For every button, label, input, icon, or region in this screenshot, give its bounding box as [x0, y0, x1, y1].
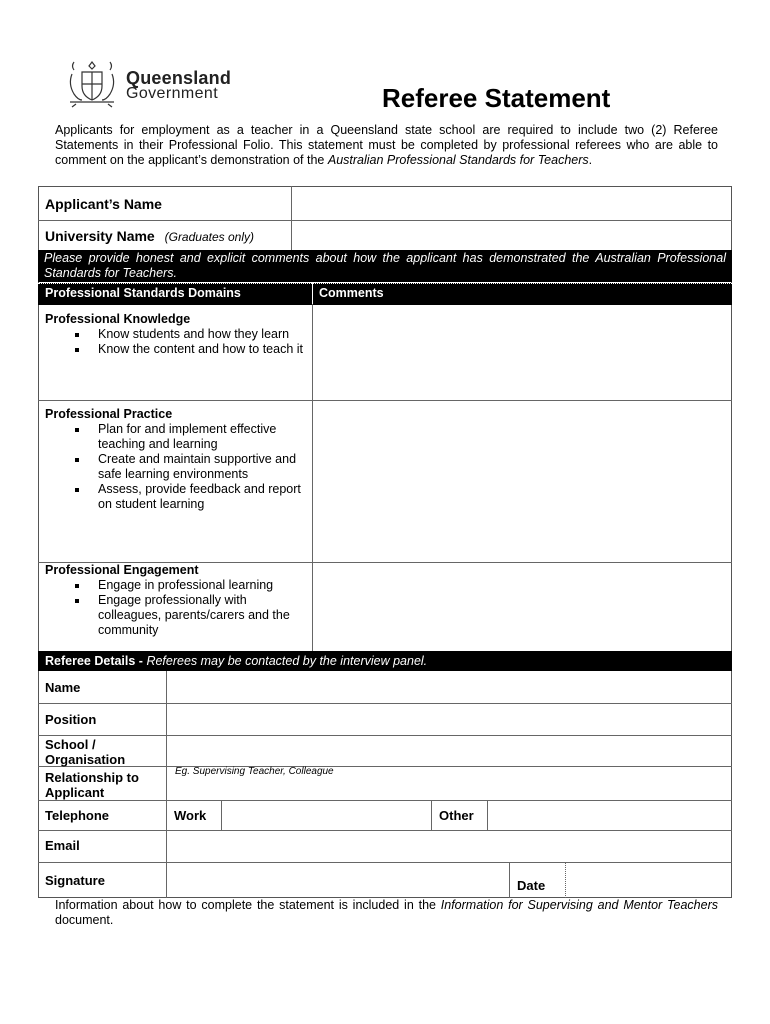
instruction-band: Please provide honest and explicit comments about how the applicant has demonstrated the Australian Professional Standards for Teachers. — [38, 250, 732, 282]
comments-practice-field[interactable] — [313, 401, 731, 562]
logo-text-queensland: Queensland — [126, 68, 232, 88]
university-name-label: University Name (Graduates only) — [45, 228, 254, 244]
relationship-hint: Eg. Supervising Teacher, Colleague — [175, 766, 334, 777]
footer-note: Information about how to complete the statement is included in the Information for Supervising and Mentor Teachers document. — [55, 898, 718, 927]
referee-school-label: School / Organisation — [45, 737, 126, 767]
telephone-other-label: Other — [439, 808, 474, 823]
domain-professional-knowledge: Professional Knowledge Know students and how they learn Know the content and how to teach it — [45, 312, 307, 357]
list-item: Assess, provide feedback and report on student learning — [90, 482, 307, 512]
logo-text-government: Government — [126, 85, 219, 102]
referee-relationship-field[interactable] — [167, 767, 731, 800]
domains-column-header: Professional Standards Domains — [45, 286, 241, 300]
list-item: Know the content and how to teach it — [90, 342, 307, 357]
signature-field[interactable] — [167, 863, 509, 898]
domain-professional-engagement: Professional Engagement Engage in professional learning Engage professionally with colleagues, parents/carers and the community — [45, 563, 307, 638]
document-title: Referee Statement — [382, 83, 611, 113]
applicant-name-field[interactable] — [292, 187, 731, 220]
list-item: Know students and how they learn — [90, 327, 307, 342]
referee-name-field[interactable] — [167, 672, 731, 703]
domain-professional-practice: Professional Practice Plan for and implement effective teaching and learning Create and maintain supportive and safe learning environments Assess, provide feedback and report on student learning — [45, 407, 307, 512]
referee-school-field[interactable] — [167, 736, 731, 766]
email-label: Email — [45, 838, 80, 853]
list-item: Engage in professional learning — [90, 578, 307, 593]
comments-knowledge-field[interactable] — [313, 305, 731, 400]
signature-label: Signature — [45, 873, 105, 888]
telephone-work-field[interactable] — [222, 801, 431, 830]
referee-details-header: Referee Details - Referees may be contacted by the interview panel. — [45, 654, 428, 668]
list-item: Plan for and implement effective teaching and learning — [90, 422, 307, 452]
applicant-name-label: Applicant’s Name — [45, 196, 162, 212]
telephone-label: Telephone — [45, 808, 110, 823]
telephone-other-field[interactable] — [488, 801, 731, 830]
comments-engagement-field[interactable] — [313, 563, 731, 651]
university-name-field[interactable] — [292, 221, 731, 250]
referee-position-field[interactable] — [167, 704, 731, 735]
email-field[interactable] — [167, 831, 731, 862]
telephone-work-label: Work — [174, 808, 207, 823]
date-label: Date — [517, 878, 546, 893]
referee-name-label: Name — [45, 680, 81, 695]
intro-paragraph: Applicants for employment as a teacher in a Queensland state school are required to include two (2) Referee Statements in their Professional Folio. This statement must be completed by professional referees who are able to comment on the applicant’s demonstration of the Australian Professional Standards for Teachers. — [55, 123, 718, 167]
crest-icon — [64, 58, 120, 108]
list-item: Create and maintain supportive and safe learning environments — [90, 452, 307, 482]
comments-column-header: Comments — [319, 286, 384, 300]
referee-relationship-label: Relationship to Applicant — [45, 770, 139, 800]
date-field[interactable] — [566, 863, 731, 898]
referee-position-label: Position — [45, 712, 97, 727]
list-item: Engage professionally with colleagues, parents/carers and the community — [90, 593, 307, 638]
